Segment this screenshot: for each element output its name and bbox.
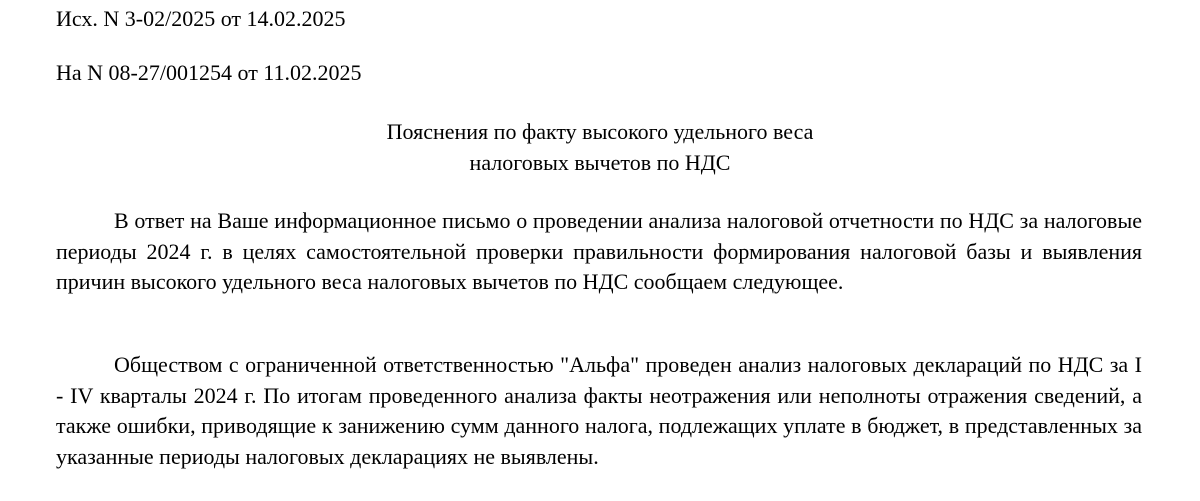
incoming-reference: На N 08-27/001254 от 11.02.2025	[56, 60, 362, 85]
outgoing-reference: Исх. N 3-02/2025 от 14.02.2025	[56, 6, 346, 31]
body-paragraph-2: Обществом с ограниченной ответственностью "Альфа" проведен анализ налоговых деклараций по НДС за I - IV кварталы 2024 г. По итогам проведенного анализа факты неотражения или неполноты отражения сведений, а также ошибки, приводящие к занижению сумм данного налога, подлежащих уплате в бюджет, в представленных за указанные периоды налоговых декларациях не выявлены.	[56, 352, 1142, 469]
letter-title-line-2: налоговых вычетов по НДС	[469, 150, 731, 175]
letter-title-line-1: Пояснения по факту высокого удельного веса	[386, 119, 814, 144]
body-paragraph-1: В ответ на Ваше информационное письмо о проведении анализа налоговой отчетности по НДС за налоговые периоды 2024 г. в целях самостоятельной проверки правильности формирования налоговой базы и выявления причин высокого удельного веса налоговых вычетов по НДС сообщаем следующее.	[56, 208, 1142, 294]
